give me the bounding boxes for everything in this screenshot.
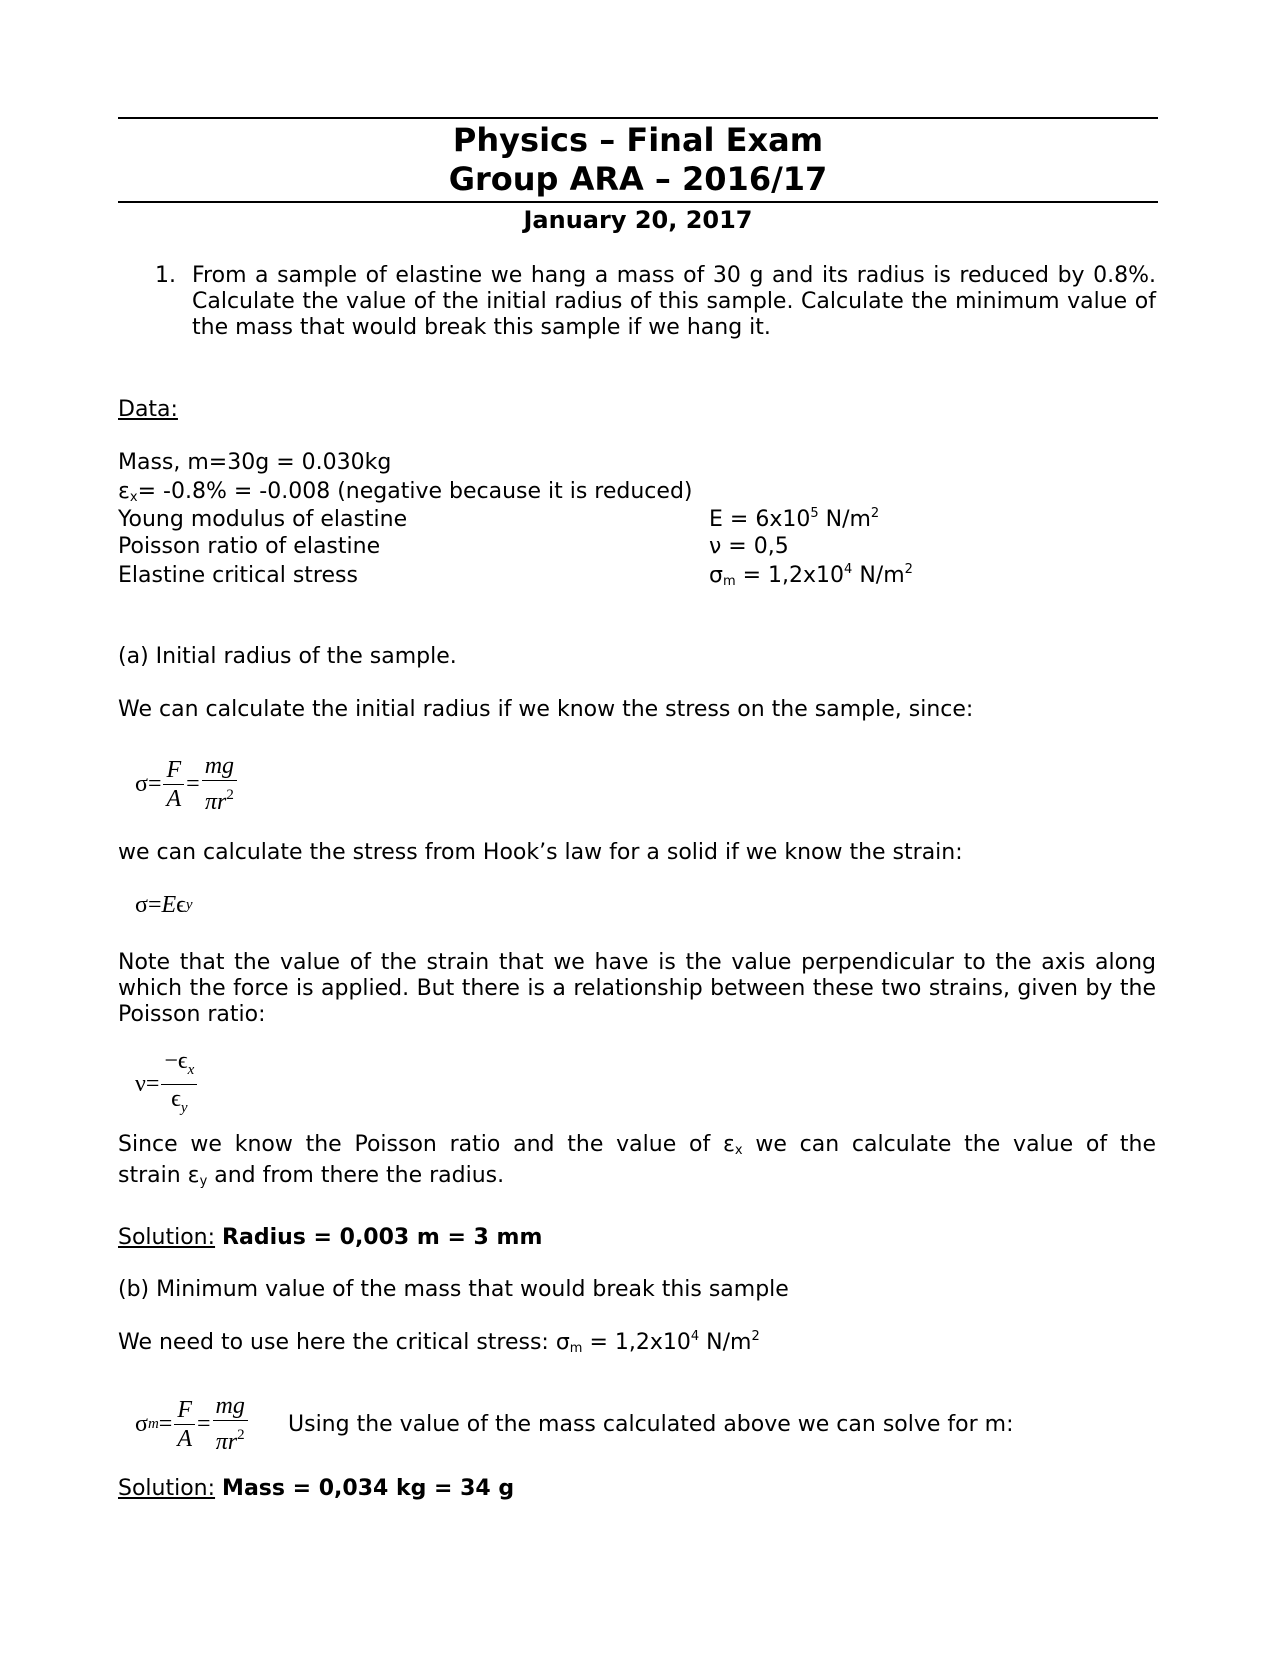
since-line-1: Since we know the Poisson ratio and the value of $\varepsilon_x$ we can calculate the value of the (118, 1132, 1156, 1158)
stress-equation: σ= $\frac{F}{A}$ = $\frac{mg}{\pi r^2}$ (135, 752, 239, 816)
exam-group: Group ARA – 2016/17 (448, 160, 828, 198)
exam-date: January 20, 2017 (523, 206, 753, 234)
since-line-2: strain $\varepsilon_y$ and from there the radius. (118, 1163, 505, 1189)
part-a-solution: Solution: Radius = 0,003 m = 3 mm (118, 1225, 543, 1250)
part-a-intro: We can calculate the initial radius if we know the stress on the sample, since: (118, 697, 974, 722)
exam-title: Physics – Final Exam (452, 121, 824, 159)
problem-number: 1. (155, 263, 176, 288)
data-mass: Mass, m=30g = 0.030kg (118, 450, 392, 475)
critical-equation: σ m = $\frac{F}{A}$ = $\frac{mg}{\pi r^2}$ (135, 1392, 250, 1456)
data-critical-label: Elastine critical stress (118, 563, 358, 588)
part-b-solution: Solution: Mass = 0,034 kg = 34 g (118, 1476, 515, 1501)
hooke-text: we can calculate the stress from Hook’s law for a solid if we know the strain: (118, 840, 963, 865)
part-b-heading: (b) Minimum value of the mass that would break this sample (118, 1277, 789, 1302)
data-critical-value: $\sigma_m = 1,2x10^4$ $N/m^2$ (709, 562, 913, 589)
part-a-heading: (a) Initial radius of the sample. (118, 644, 457, 669)
poisson-note: Note that the value of the strain that we have is the value perpendicular to the axis along which the force is applied. But there is a relationship between these two strains, given by the Poisson ratio: (118, 950, 1156, 1027)
poisson-equation: ν= $\frac{-\epsilon_x}{\epsilon_y}$ (135, 1047, 199, 1122)
critical-stress-text: We need to use here the critical stress: $\sigma_m = 1,2x10^4$ $N/m^2$ (118, 1329, 760, 1356)
data-strain: $\varepsilon_x= -0.8\% = -0.008$ (negative because it is reduced) (118, 479, 693, 505)
data-young-value: $E = 6x10^5$ $N/m^2$ (709, 506, 880, 532)
data-young-label: Young modulus of elastine (118, 507, 408, 532)
hooke-equation: σ= E ϵ y (135, 892, 193, 918)
data-heading: Data: (118, 397, 178, 422)
data-poisson-value: ν = 0,5 (709, 534, 789, 559)
top-rule (118, 117, 1158, 119)
problem-text: From a sample of elastine we hang a mass of 30 g and its radius is reduced by 0.8%. Calculate the value of the initial radius of this sample. Calculate the minimum value of the mass that would break this sample if we hang it. (192, 263, 1156, 340)
data-poisson-label: Poisson ratio of elastine (118, 534, 381, 559)
critical-equation-text: Using the value of the mass calculated above we can solve for m: (288, 1412, 1014, 1437)
bottom-rule (118, 201, 1158, 203)
